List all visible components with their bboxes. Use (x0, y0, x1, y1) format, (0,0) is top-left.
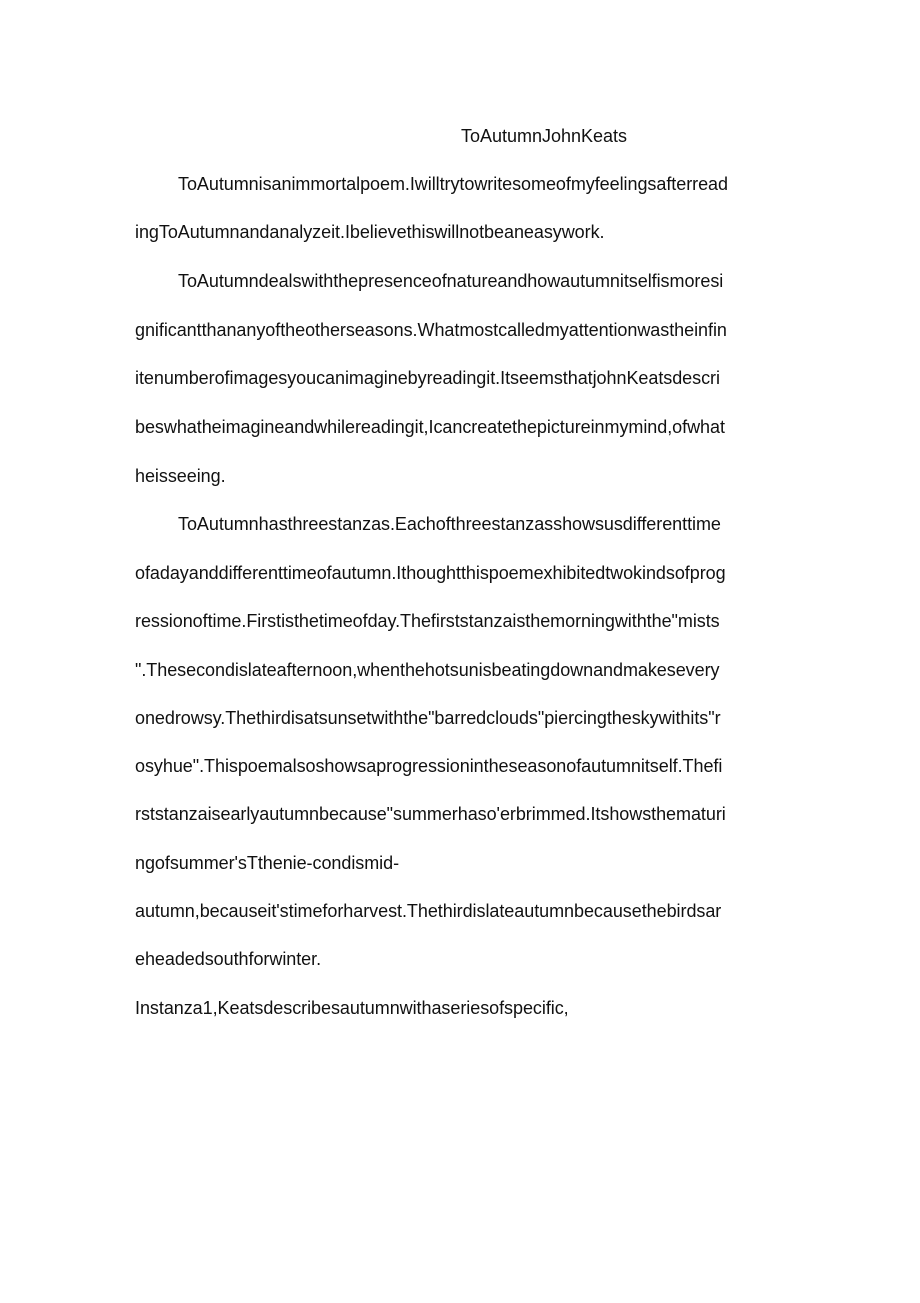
text-line: rststanzaisearlyautumnbecause"summerhaso'erbrimmed.Itshowsthematuri (135, 804, 726, 824)
text-line: ".Thesecondislateafternoon,whenthehotsunisbeatingdownandmakesevery (135, 660, 720, 680)
text-line: heisseeing. (135, 466, 226, 486)
text-line: ngofsummer'sTthenie-condismid- (135, 853, 400, 873)
text-line: ToAutumnhasthreestanzas.Eachofthreestanzasshowsusdifferenttime (178, 514, 721, 534)
text-line: ToAutumnisanimmortalpoem.Iwilltrytowritesomeofmyfeelingsafterread (178, 174, 728, 194)
text-line: eheadedsouthforwinter. (135, 949, 322, 969)
text-line: onedrowsy.Thethirdisatsunsetwiththe"barredclouds"piercingtheskywithits"r (135, 708, 721, 728)
text-line: osyhue".Thispoemalsoshowsaprogressionintheseasonofautumnitself.Thefi (135, 756, 723, 776)
text-line: itenumberofimagesyoucanimaginebyreadingit.ItseemsthatjohnKeatsdescri (135, 368, 720, 388)
text-line: Instanza1,Keatsdescribesautumnwithaseriesofspecific, (135, 998, 569, 1018)
document-title: ToAutumnJohnKeats (460, 126, 628, 146)
text-line: beswhatheimagineandwhilereadingit,Icancreatethepictureinmymind,ofwhat (135, 417, 725, 437)
text-line: ofadayanddifferenttimeofautumn.Ithoughtthispoemexhibitedtwokindsofprog (135, 563, 726, 583)
text-line: autumn,becauseit'stimeforharvest.Thethirdislateautumnbecausethebirdsar (135, 901, 722, 921)
text-line: ToAutumndealswiththepresenceofnatureandhowautumnitselfismoresi (178, 271, 724, 291)
text-line: gnificantthananyoftheotherseasons.Whatmostcalledmyattentionwastheinfin (135, 320, 727, 340)
text-line: ingToAutumnandanalyzeit.Ibelievethiswillnotbeaneasywork. (135, 222, 605, 242)
text-line: ressionoftime.Firstisthetimeofday.Thefirststanzaisthemorningwiththe"mists (135, 611, 720, 631)
